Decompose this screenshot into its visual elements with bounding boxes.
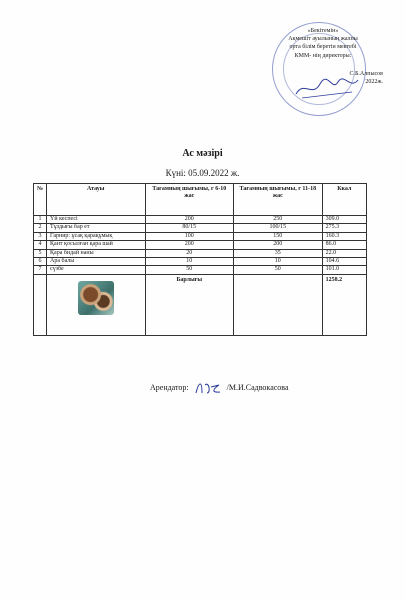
cell-yield-young: 80/15 [145,224,234,232]
table-row [34,266,367,274]
cell-number: 2 [34,224,47,232]
approval-date: 2022ж. [365,79,383,86]
cell-kcal: 22.0 [322,249,366,257]
tenant-signature [193,379,223,397]
cell-yield-young: 20 [145,249,234,257]
cell-dish: Гарнир: ұсақ қарақұмық [47,232,145,240]
column-header: № [34,184,47,216]
cell-kcal: 104.6 [322,257,366,265]
total-kcal: 1258.2 [322,274,366,335]
cell-yield-older: 200 [234,241,323,249]
cell-dish: Қант қосылған қара шай [47,241,145,249]
cell-kcal: 309.0 [322,216,366,224]
empty-cell [34,274,47,335]
cell-yield-young: 50 [145,266,234,274]
tenant-label: Арендатор: [150,382,189,392]
menu-date: Күні: 05.09.2022 ж. [165,168,240,178]
total-row [34,274,367,335]
cell-yield-older: 100/15 [234,224,323,232]
cell-number: 5 [34,249,47,257]
cell-number: 7 [34,266,47,274]
cell-kcal: 275.3 [322,224,366,232]
cell-yield-young: 10 [145,257,234,265]
table-row [34,241,367,249]
table-row [34,257,367,265]
cell-dish: Үй кеспесі [47,216,145,224]
approval-line: КММ- нің директоры: [294,52,352,59]
cell-number: 3 [34,232,47,240]
cell-number: 6 [34,257,47,265]
cell-kcal: 160.3 [322,232,366,240]
meal-photo-cell [47,274,145,335]
director-name: С.Б.Алпысов [349,70,383,77]
approval-block [263,27,383,86]
approval-line: орта білім беретін мектебі [289,44,357,51]
cell-dish: Тұздығы бар ет [47,224,145,232]
tenant-name: /М.И.Садвокасова [226,382,289,392]
cell-yield-older: 35 [234,249,323,257]
cell-dish: Ара балы [47,257,145,265]
column-header: Ккал [322,184,366,216]
cell-yield-older: 150 [234,232,323,240]
column-header: Тағамның шығымы, г 6-10 жас [145,184,234,216]
cell-yield-young: 100 [145,232,234,240]
cell-number: 1 [34,216,47,224]
table-row [34,232,367,240]
cell-yield-young: 200 [145,216,234,224]
column-header: Тағамның шығымы, г 11-18 жас [234,184,323,216]
meal-photo [78,281,114,315]
cell-kcal: 86.0 [322,241,366,249]
table-row [34,249,367,257]
cell-dish: Қара бидай наны [47,249,145,257]
tenant-line [150,379,289,397]
cell-kcal: 101.0 [322,266,366,274]
table-row [34,224,367,232]
table-header-row [34,184,367,216]
menu-table [33,183,367,336]
table-row [34,216,367,224]
cell-number: 4 [34,241,47,249]
column-header: Атауы [47,184,145,216]
cell-yield-young: 200 [145,241,234,249]
approval-line: Ақмешіт ауылының жалпы [288,36,358,43]
cell-yield-older: 50 [234,266,323,274]
total-label: Барлығы [145,274,234,335]
empty-cell [234,274,323,335]
approval-line: «Бекітемін» [307,28,339,34]
cell-yield-older: 250 [234,216,323,224]
cell-yield-older: 10 [234,257,323,265]
page-title: Ас мәзірі [182,148,223,159]
cell-dish: сүзбе [47,266,145,274]
